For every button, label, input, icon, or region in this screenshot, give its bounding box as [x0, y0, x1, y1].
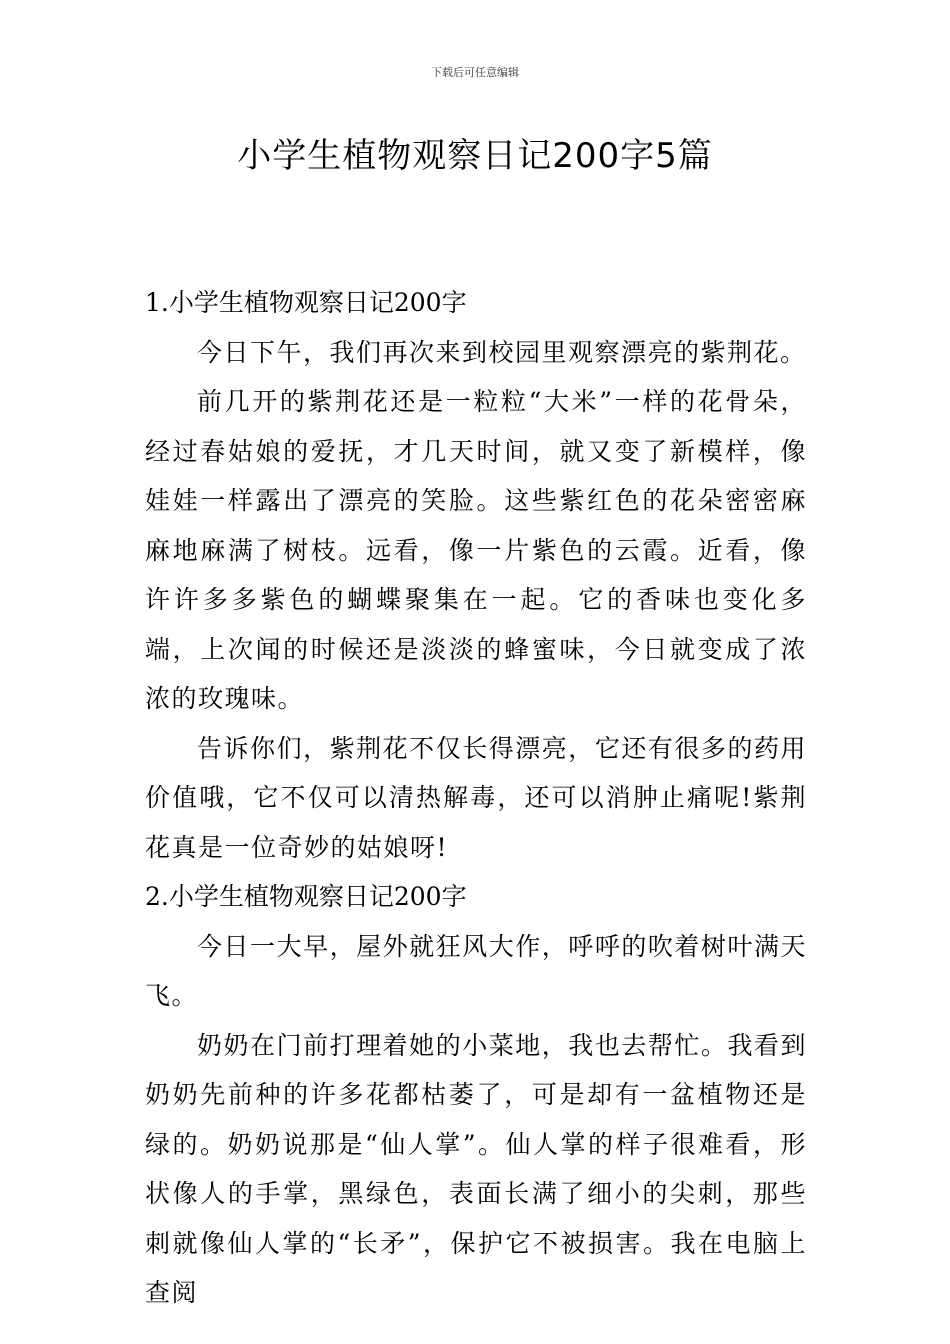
paragraph: 前几开的紫荆花还是一粒粒“大米”一样的花骨朵，经过春姑娘的爱抚，才几天时间，就又变了新模样，像娃娃一样露出了漂亮的笑脸。这些紫红色的花朵密密麻麻地麻满了树枝。远看，像一片紫色的云霞。近看，像许许多多紫色的蝴蝶聚集在一起。它的香味也变化多端，上次闻的时候还是淡淡的蜂蜜味，今日就变成了浓浓的玫瑰味。: [145, 387, 807, 713]
paragraph: 今日下午，我们再次来到校园里观察漂亮的紫荆花。: [197, 337, 807, 367]
paragraph: 奶奶在门前打理着她的小菜地，我也去帮忙。我看到奶奶先前种的许多花都枯萎了，可是却有一盆植物还是绿的。奶奶说那是“仙人掌”。仙人掌的样子很难看，形状像人的手掌，黑绿色，表面长满了细小的尖刺，那些刺就像仙人掌的“长矛”，保护它不被损害。我在电脑上查阅: [145, 1030, 807, 1307]
document-body: [145, 278, 807, 1318]
section-heading: 1.小学生植物观察日记200字: [145, 288, 467, 317]
section-heading: 2.小学生植物观察日记200字: [145, 882, 467, 911]
paragraph: 告诉你们，紫荆花不仅长得漂亮，它还有很多的药用价值哦，它不仅可以清热解毒，还可以消肿止痛呢!紫荆花真是一位奇妙的姑娘呀!: [145, 733, 807, 862]
paragraph: 今日一大早，屋外就狂风大作，呼呼的吹着树叶满天飞。: [145, 931, 807, 1010]
document-title: 小学生植物观察日记200字5篇: [237, 136, 713, 176]
header-note: 下载后可任意编辑: [431, 66, 519, 79]
